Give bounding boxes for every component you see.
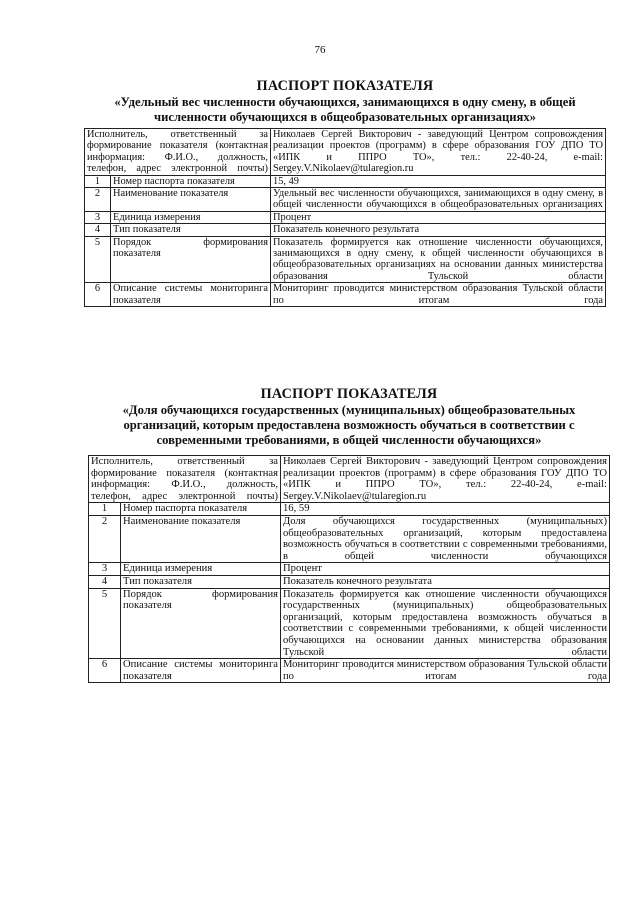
executor-value: Николаев Сергей Викторович - заведующий Центром сопровождения реализации проектов (программ) в сфере образования ГОУ ДПО ТО «ИПК и ППРО ТО», тел.: 22-40-24, e-mail: Sergey.V.Nikolaev@tularegion.ru bbox=[271, 129, 606, 176]
table-row bbox=[85, 175, 606, 187]
row-name: Номер паспорта показателя bbox=[111, 175, 271, 187]
row-number: 1 bbox=[85, 175, 111, 187]
indicator-passport-2 bbox=[88, 386, 610, 683]
row-name: Наименование показателя bbox=[111, 188, 271, 212]
table-row bbox=[85, 224, 606, 236]
row-value: Удельный вес численности обучающихся, занимающихся в одну смену, в общей численности обучающихся в общеобразовательных организациях bbox=[271, 188, 606, 212]
table-row bbox=[89, 503, 610, 516]
row-number: 3 bbox=[85, 211, 111, 223]
table-row bbox=[89, 659, 610, 683]
row-number: 5 bbox=[85, 236, 111, 283]
row-value: Показатель конечного результата bbox=[271, 224, 606, 236]
row-name: Порядок формирования показателя bbox=[121, 588, 281, 659]
table-row bbox=[89, 563, 610, 576]
row-number: 3 bbox=[89, 563, 121, 576]
table-row bbox=[89, 515, 610, 562]
row-number: 1 bbox=[89, 503, 121, 516]
row-value: Процент bbox=[271, 211, 606, 223]
row-number: 2 bbox=[85, 188, 111, 212]
passport-table bbox=[88, 455, 610, 683]
row-value: Показатель формируется как отношение численности обучающихся, занимающихся в одну смену, к общей численности обучающихся в общеобразовательных организациях на основании данных министерства образования Тульской области bbox=[271, 236, 606, 283]
passport-table bbox=[84, 128, 606, 307]
row-value: Показатель формируется как отношение численности обучающихся государственных (муниципальных) общеобразовательных организаций, которым предоставлена возможность обучаться в соответствии с современными требованиями, к общей численности обучающихся на основании данных министерства образования Тульской области bbox=[281, 588, 610, 659]
row-name: Порядок формирования показателя bbox=[111, 236, 271, 283]
row-value: Мониторинг проводится министерством образования Тульской области по итогам года bbox=[281, 659, 610, 683]
passport-title: ПАСПОРТ ПОКАЗАТЕЛЯ bbox=[256, 78, 434, 94]
row-value: 16, 59 bbox=[281, 503, 610, 516]
table-row bbox=[85, 283, 606, 307]
table-row bbox=[89, 588, 610, 659]
row-number: 4 bbox=[89, 575, 121, 588]
row-name: Описание системы мониторинга показателя bbox=[121, 659, 281, 683]
row-number: 6 bbox=[85, 283, 111, 307]
row-value: Показатель конечного результата bbox=[281, 575, 610, 588]
passport-subtitle: «Удельный вес численности обучающихся, занимающихся в одну смену, в общей численности обучающихся в общеобразовательных организациях» bbox=[114, 95, 576, 124]
row-name: Единица измерения bbox=[111, 211, 271, 223]
row-value: Процент bbox=[281, 563, 610, 576]
table-row bbox=[85, 211, 606, 223]
passport-title: ПАСПОРТ ПОКАЗАТЕЛЯ bbox=[260, 386, 438, 402]
passport-subtitle: «Доля обучающихся государственных (муниципальных) общеобразовательных организаций, которым предоставлена возможность обучаться в соответствии с современными требованиями, в общей численности обучающихся» bbox=[122, 403, 576, 447]
row-value: Мониторинг проводится министерством образования Тульской области по итогам года bbox=[271, 283, 606, 307]
table-row bbox=[85, 188, 606, 212]
row-name: Описание системы мониторинга показателя bbox=[111, 283, 271, 307]
row-value: Доля обучающихся государственных (муниципальных) общеобразовательных организаций, которым предоставлена возможность обучаться в соответствии с современными требованиями, в общей численности обучающихся bbox=[281, 515, 610, 562]
row-number: 6 bbox=[89, 659, 121, 683]
executor-label: Исполнитель, ответственный за формирование показателя (контактная информация: Ф.И.О., должность, телефон, адрес электронной почты) bbox=[85, 129, 271, 176]
row-number: 2 bbox=[89, 515, 121, 562]
page-number: 76 bbox=[314, 44, 326, 56]
table-row bbox=[89, 575, 610, 588]
row-name: Тип показателя bbox=[111, 224, 271, 236]
row-value: 15, 49 bbox=[271, 175, 606, 187]
table-row-executor bbox=[89, 456, 610, 503]
indicator-passport-1 bbox=[84, 78, 606, 307]
row-name: Единица измерения bbox=[121, 563, 281, 576]
table-row bbox=[85, 236, 606, 283]
table-row-executor bbox=[85, 129, 606, 176]
row-number: 4 bbox=[85, 224, 111, 236]
executor-value: Николаев Сергей Викторович - заведующий Центром сопровождения реализации проектов (программ) в сфере образования ГОУ ДПО ТО «ИПК и ППРО ТО», тел.: 22-40-24, e-mail: Sergey.V.Nikolaev@tularegion.ru bbox=[281, 456, 610, 503]
row-name: Наименование показателя bbox=[121, 515, 281, 562]
row-number: 5 bbox=[89, 588, 121, 659]
row-name: Номер паспорта показателя bbox=[121, 503, 281, 516]
executor-label: Исполнитель, ответственный за формирование показателя (контактная информация: Ф.И.О., должность, телефон, адрес электронной почты) bbox=[89, 456, 281, 503]
row-name: Тип показателя bbox=[121, 575, 281, 588]
